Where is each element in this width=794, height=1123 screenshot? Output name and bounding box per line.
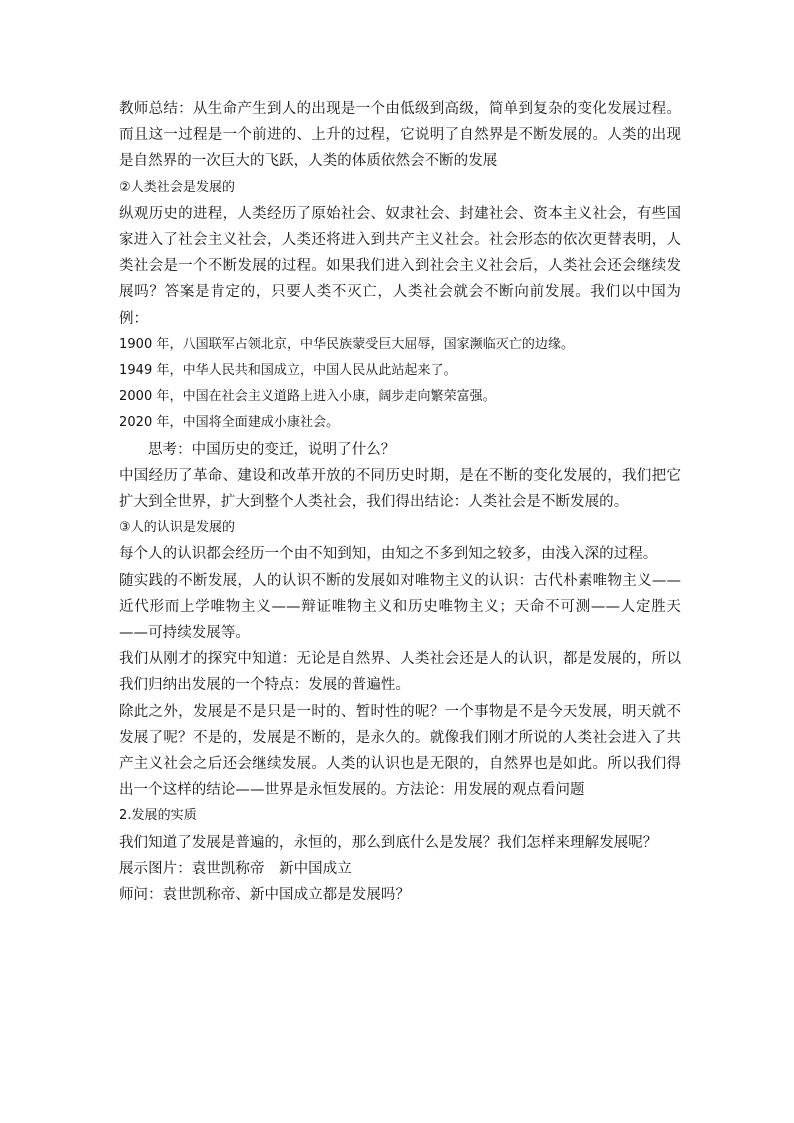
question-think: 思考：中国历史的变迁，说明了什么？ [148,441,396,458]
paragraph-cognition-process: 每个人的认识都会经历一个由不知到知，由知之不多到知之较多，由浅入深的过程。 [119,546,658,563]
paragraph-materialism-history: 随实践的不断发展，人的认识不断的发展如对唯物主义的认识：古代朴素唯物主义——近代形而上学唯物主义——辩证唯物主义和历史唯物主义；天命不可测——人定胜天——可持续发展等。 [119,572,681,642]
paragraph-what-is-development: 我们知道了发展是普遍的，永恒的，那么到底什么是发展？我们怎样来理解发展呢？ [119,834,658,851]
heading-human-cognition: ③人的认识是发展的 [119,520,236,536]
heading-human-society: ②人类社会是发展的 [119,179,236,195]
paragraph-universality: 我们从刚才的探究中知道：无论是自然界、人类社会还是人的认识，都是发展的，所以我们归纳出发展的一个特点：发展的普遍性。 [119,651,681,694]
paragraph-history-progress: 纵观历史的进程，人类经历了原始社会、奴隶社会、封建社会、资本主义社会，有些国家进入了社会主义社会，人类还将进入到共产主义社会。社会形态的依次更替表明，人类社会是一个不断发展的过程。如果我们进入到社会主义社会后，人类社会还会继续发展吗？答案是肯定的，只要人类不灭亡，人类社会就会不断向前发展。我们以中国为例： [119,205,681,327]
timeline-2000: 2000 年，中国在社会主义道路上进入小康，阔步走向繁荣富强。 [119,389,496,405]
paragraph-eternity: 除此之外，发展是不是只是一时的、暂时性的呢？一个事物是不是今天发展，明天就不发展了呢？不是的，发展是不断的，是永久的。就像我们刚才所说的人类社会进入了共产主义社会之后还会继续发展。人类的认识也是无限的，自然界也是如此。所以我们得出一个这样的结论——世界是永恒发展的。方法论：用发展的观点看问题 [119,703,681,799]
timeline-2020: 2020 年，中国将全面建成小康社会。 [119,415,340,431]
timeline-1949: 1949 年，中华人民共和国成立，中国人民从此站起来了。 [119,363,457,379]
paragraph-show-pictures: 展示图片：袁世凯称帝 新中国成立 [119,860,352,877]
paragraph-teacher-question: 师问：袁世凯称帝、新中国成立都是发展吗？ [119,887,410,904]
document-body [119,96,681,908]
timeline-1900: 1900 年，八国联军占领北京，中华民族蒙受巨大屈辱，国家濒临灭亡的边缘。 [119,336,575,352]
heading-essence-of-development: 2.发展的实质 [119,808,197,824]
paragraph-teacher-summary: 教师总结：从生命产生到人的出现是一个由低级到高级，简单到复杂的变化发展过程。而且这一过程是一个前进的、上升的过程，它说明了自然界是不断发展的。人类的出现是自然界的一次巨大的飞跃，人类的体质依然会不断的发展 [119,101,681,170]
paragraph-china-conclusion: 中国经历了革命、建设和改革开放的不同历史时期，是在不断的变化发展的，我们把它扩大到全世界，扩大到整个人类社会，我们得出结论：人类社会是不断发展的。 [119,467,681,511]
